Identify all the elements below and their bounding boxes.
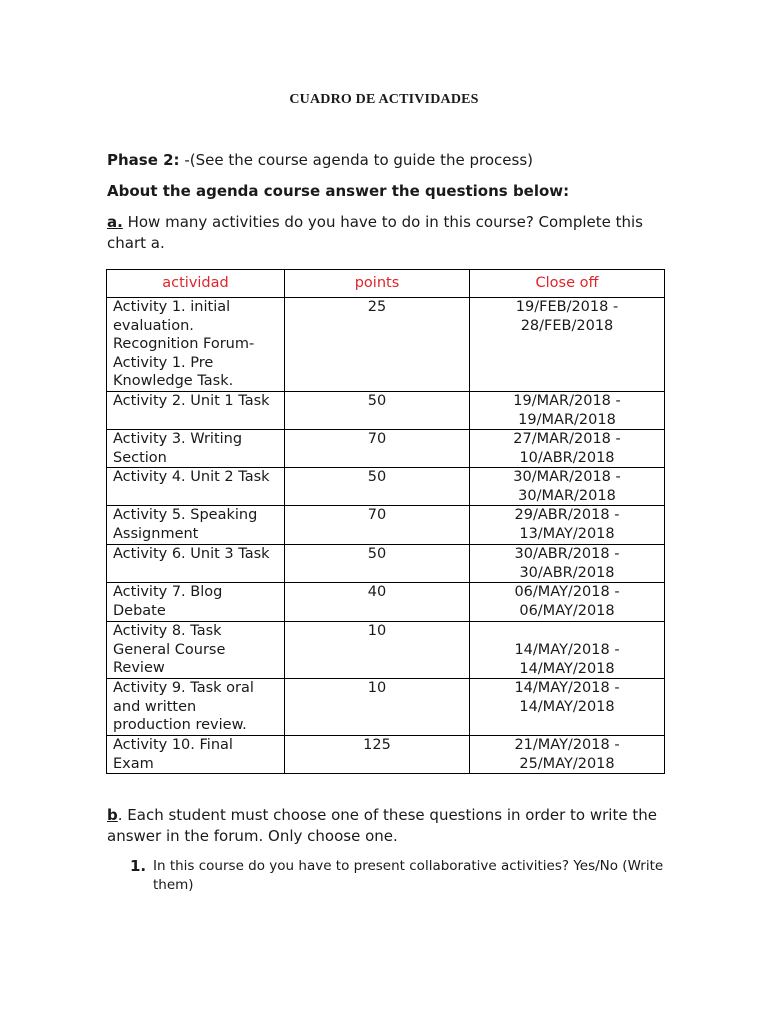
question-a-text: How many activities do you have to do in this course? Complete this chart a. <box>107 213 643 252</box>
points-cell: 70 <box>285 430 470 468</box>
table-row <box>107 468 665 506</box>
question-b-text: . Each student must choose one of these questions in order to write the answer in the forum. Only choose one. <box>107 806 657 845</box>
question-a <box>107 212 667 254</box>
points-cell: 40 <box>285 583 470 622</box>
table-row <box>107 583 665 622</box>
activities-table <box>106 269 665 774</box>
table-row <box>107 679 665 736</box>
document-title: CUADRO DE ACTIVIDADES <box>289 92 479 107</box>
phase-text: -(See the course agenda to guide the process) <box>179 151 533 169</box>
question-b-label: b <box>107 806 118 824</box>
activity-cell: Activity 9. Task oral and written production review. <box>107 679 285 736</box>
question-b <box>107 805 667 847</box>
points-cell: 50 <box>285 545 470 583</box>
points-cell: 10 <box>285 679 470 736</box>
activity-cell: Activity 4. Unit 2 Task <box>107 468 285 506</box>
close-off-cell: 30/ABR/2018 - 30/ABR/2018 <box>470 545 665 583</box>
activity-cell: Activity 2. Unit 1 Task <box>107 392 285 430</box>
close-off-cell: 21/MAY/2018 - 25/MAY/2018 <box>470 736 665 774</box>
table-header-row <box>107 270 665 298</box>
table-row <box>107 545 665 583</box>
question-a-label: a. <box>107 213 123 231</box>
close-off-cell: 30/MAR/2018 - 30/MAR/2018 <box>470 468 665 506</box>
header-close-off: Close off <box>470 270 665 298</box>
points-cell: 50 <box>285 392 470 430</box>
points-cell: 70 <box>285 506 470 545</box>
table-row <box>107 298 665 392</box>
activity-cell: Activity 5. Speaking Assignment <box>107 506 285 545</box>
table-row <box>107 622 665 679</box>
question-1-item <box>130 857 690 893</box>
activity-cell: Activity 8. Task General Course Review <box>107 622 285 679</box>
close-off-text: 14/MAY/2018 - 14/MAY/2018 <box>514 642 620 677</box>
about-heading: About the agenda course answer the questions below: <box>107 182 570 200</box>
close-off-cell <box>470 622 665 679</box>
close-off-cell: 29/ABR/2018 - 13/MAY/2018 <box>470 506 665 545</box>
points-cell: 125 <box>285 736 470 774</box>
phase-label: Phase 2: <box>107 151 180 169</box>
points-cell: 10 <box>285 622 470 679</box>
header-points: points <box>285 270 470 298</box>
activity-cell: Activity 6. Unit 3 Task <box>107 545 285 583</box>
close-off-cell: 19/FEB/2018 - 28/FEB/2018 <box>470 298 665 392</box>
points-cell: 25 <box>285 298 470 392</box>
table-row <box>107 430 665 468</box>
activity-cell: Activity 10. Final Exam <box>107 736 285 774</box>
phase-line <box>107 150 533 170</box>
table-row <box>107 392 665 430</box>
activity-cell: Activity 1. initial evaluation. Recognition Forum- Activity 1. Pre Knowledge Task. <box>107 298 285 392</box>
table-row <box>107 736 665 774</box>
header-actividad: actividad <box>107 270 285 298</box>
activity-cell: Activity 3. Writing Section <box>107 430 285 468</box>
activity-cell: Activity 7. Blog Debate <box>107 583 285 622</box>
close-off-cell: 14/MAY/2018 - 14/MAY/2018 <box>470 679 665 736</box>
close-off-cell: 19/MAR/2018 - 19/MAR/2018 <box>470 392 665 430</box>
close-off-cell: 06/MAY/2018 - 06/MAY/2018 <box>470 583 665 622</box>
points-cell: 50 <box>285 468 470 506</box>
question-1-text: In this course do you have to present collaborative activities? Yes/No (Write them) <box>153 858 664 893</box>
question-1-number: 1. <box>130 857 147 875</box>
close-off-cell: 27/MAR/2018 - 10/ABR/2018 <box>470 430 665 468</box>
table-row <box>107 506 665 545</box>
